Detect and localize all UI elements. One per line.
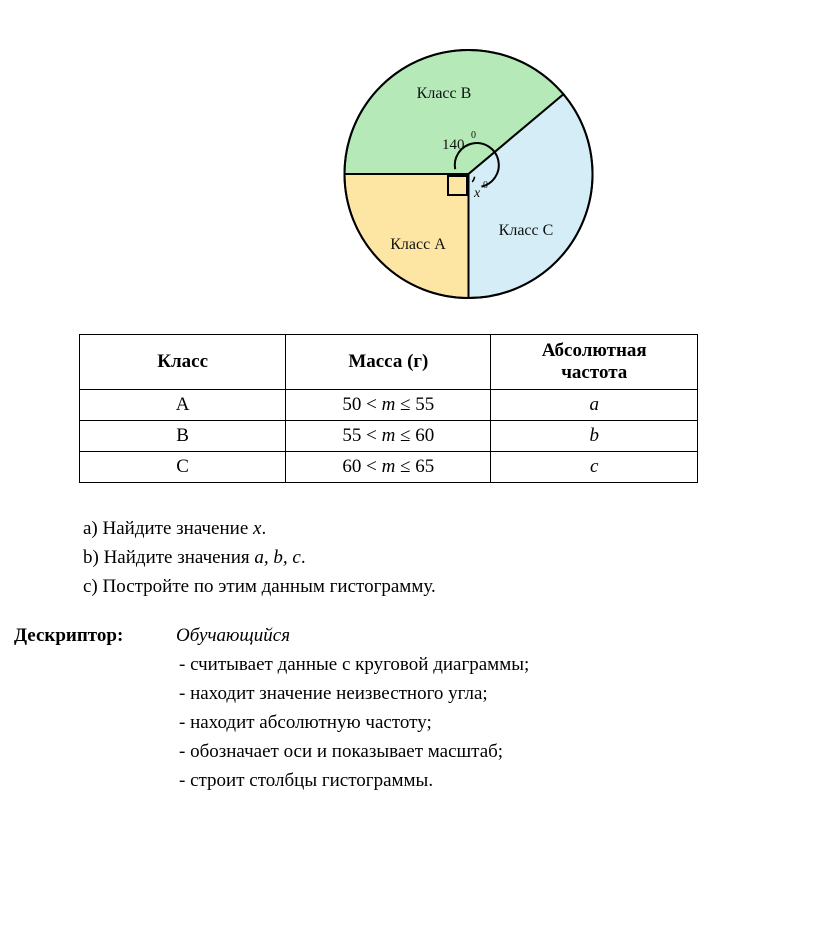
table-row: [80, 421, 698, 452]
descriptor-list: [179, 650, 529, 795]
table-row: [80, 390, 698, 421]
table-row: [80, 452, 698, 483]
descriptor-item: - обозначает оси и показывает масштаб;: [179, 741, 504, 762]
cell-mass: 55 < m ≤ 60: [286, 421, 491, 452]
header-frequency-line2: частота: [561, 362, 628, 383]
cell-class: C: [80, 452, 286, 483]
header-class: Класс: [80, 335, 286, 390]
task-list: [83, 514, 436, 601]
descriptor-item: - считывает данные с круговой диаграммы;: [179, 654, 530, 675]
pie-label-a: Класс A: [390, 236, 446, 253]
frequency-table: [79, 334, 698, 483]
cell-frequency: a: [491, 390, 698, 421]
cell-frequency: b: [491, 421, 698, 452]
descriptor-item: - находит абсолютную частоту;: [179, 712, 432, 733]
pie-label-b: Класс B: [416, 85, 472, 102]
angle-degree-b: 0: [471, 130, 476, 141]
task-a: a) Найдите значение x.: [83, 518, 267, 539]
header-frequency: [491, 335, 698, 390]
descriptor-label: Дескриптор:: [14, 625, 124, 646]
descriptor-item: - находит значение неизвестного угла;: [179, 683, 488, 704]
angle-degree-x: 0: [483, 180, 488, 191]
pie-chart: [330, 48, 610, 310]
task-c: c) Постройте по этим данным гистограмму.: [83, 576, 436, 597]
angle-label-b: 140: [442, 137, 465, 153]
cell-mass: 60 < m ≤ 65: [286, 452, 491, 483]
cell-mass: 50 < m ≤ 55: [286, 390, 491, 421]
header-mass: Масса (г): [286, 335, 491, 390]
descriptor-item: - строит столбцы гистограммы.: [179, 770, 434, 791]
cell-class: B: [80, 421, 286, 452]
angle-label-x: x: [474, 186, 481, 201]
header-frequency-line1: Абсолютная: [541, 340, 647, 361]
task-b: b) Найдите значения a, b, c.: [83, 547, 306, 568]
descriptor-subject: Обучающийся: [176, 625, 291, 646]
cell-class: A: [80, 390, 286, 421]
pie-label-c: Класс C: [498, 222, 554, 239]
cell-frequency: c: [491, 452, 698, 483]
table-header-row: [80, 335, 698, 390]
